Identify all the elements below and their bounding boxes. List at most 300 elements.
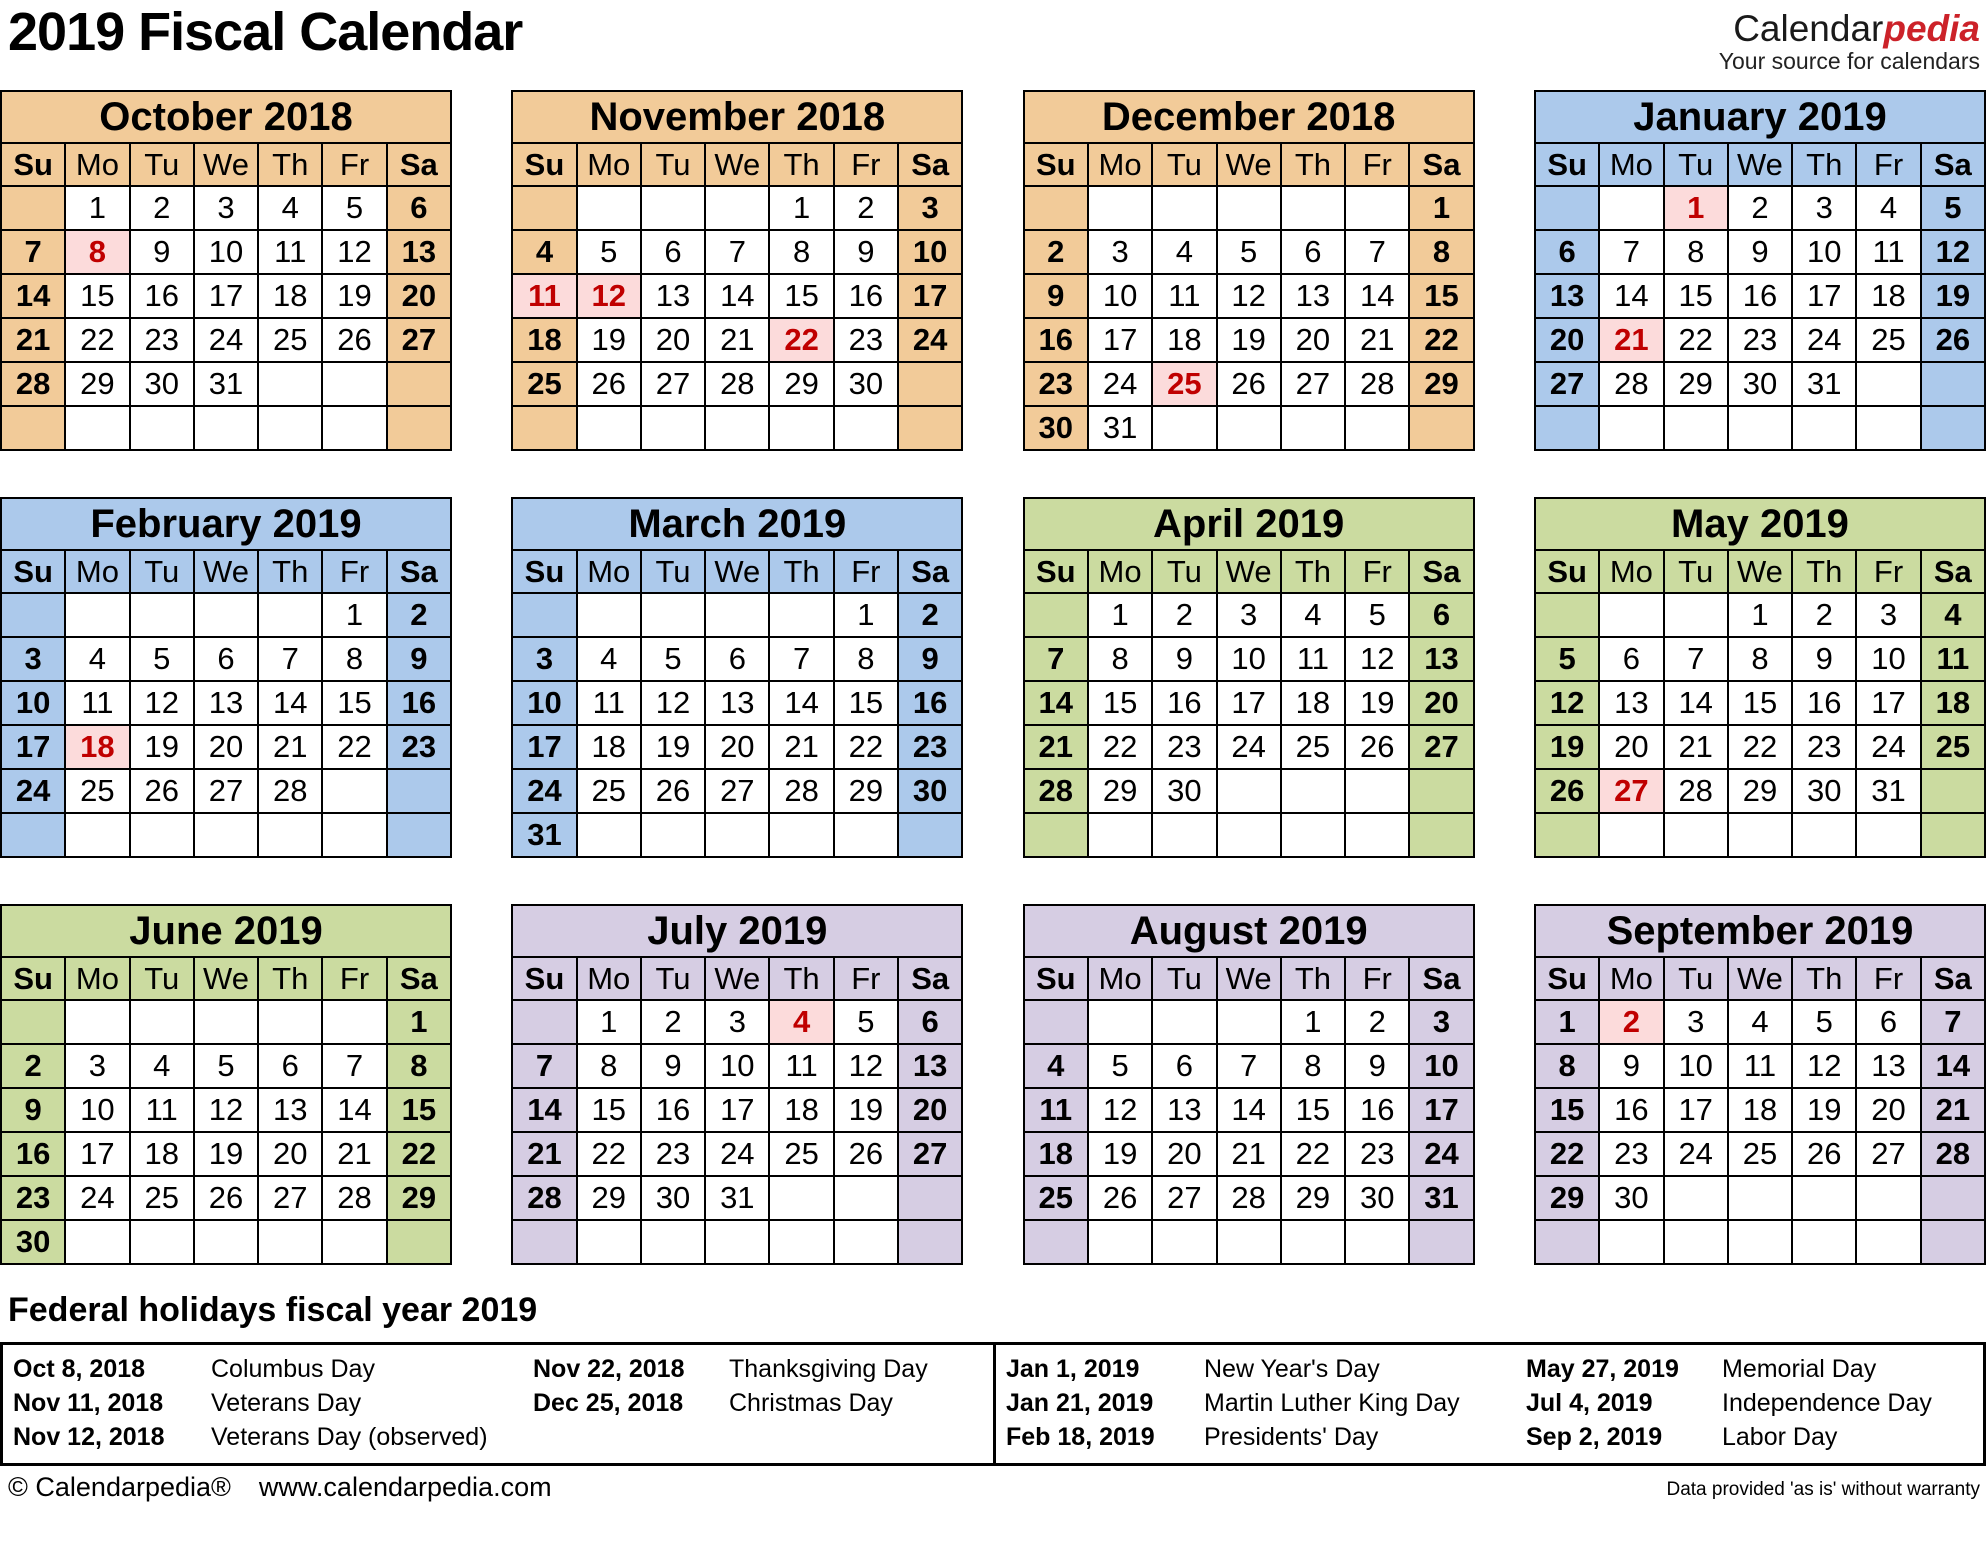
month-june-2019 bbox=[0, 904, 452, 1265]
week-row bbox=[1, 318, 451, 362]
day-cell: 22 bbox=[1664, 318, 1728, 362]
week-row bbox=[512, 593, 962, 637]
weekday-label: Fr bbox=[322, 550, 386, 593]
day-cell: 17 bbox=[898, 274, 962, 318]
weekday-label: Th bbox=[258, 957, 322, 1000]
day-cell: 5 bbox=[1088, 1044, 1152, 1088]
day-cell bbox=[512, 1220, 576, 1264]
day-cell: 7 bbox=[322, 1044, 386, 1088]
weekday-label: Fr bbox=[1856, 550, 1920, 593]
day-cell: 12 bbox=[1345, 637, 1409, 681]
day-cell: 6 bbox=[1281, 230, 1345, 274]
day-cell bbox=[769, 1220, 833, 1264]
day-cell: 1 bbox=[387, 1000, 451, 1044]
day-cell: 28 bbox=[1024, 769, 1088, 813]
week-row bbox=[1535, 274, 1985, 318]
day-cell: 18 bbox=[258, 274, 322, 318]
day-cell: 21 bbox=[1664, 725, 1728, 769]
day-cell: 5 bbox=[1792, 1000, 1856, 1044]
holiday-day-cell: 18 bbox=[65, 725, 129, 769]
holiday-day-cell: 25 bbox=[1152, 362, 1216, 406]
day-cell: 20 bbox=[1281, 318, 1345, 362]
day-cell: 4 bbox=[1856, 186, 1920, 230]
day-cell bbox=[194, 813, 258, 857]
holiday-day-cell: 4 bbox=[769, 1000, 833, 1044]
month-title: April 2019 bbox=[1024, 498, 1474, 550]
day-cell: 14 bbox=[1345, 274, 1409, 318]
day-cell bbox=[1217, 1000, 1281, 1044]
week-row bbox=[1, 637, 451, 681]
day-cell: 30 bbox=[1024, 406, 1088, 450]
day-cell bbox=[1664, 1176, 1728, 1220]
weekday-label: Fr bbox=[322, 143, 386, 186]
holiday-day-cell: 27 bbox=[1599, 769, 1663, 813]
day-cell bbox=[1088, 1220, 1152, 1264]
week-row bbox=[512, 1088, 962, 1132]
month-title-row bbox=[1, 498, 451, 550]
day-cell bbox=[705, 186, 769, 230]
day-cell bbox=[258, 1220, 322, 1264]
day-cell bbox=[1728, 406, 1792, 450]
day-cell bbox=[512, 406, 576, 450]
day-cell: 4 bbox=[258, 186, 322, 230]
week-row bbox=[512, 769, 962, 813]
week-row bbox=[1535, 186, 1985, 230]
holiday-date: Jan 21, 2019 bbox=[1006, 1389, 1154, 1417]
day-cell: 18 bbox=[512, 318, 576, 362]
day-cell: 8 bbox=[1728, 637, 1792, 681]
day-cell: 25 bbox=[65, 769, 129, 813]
day-cell: 30 bbox=[1152, 769, 1216, 813]
day-cell: 24 bbox=[1664, 1132, 1728, 1176]
weekday-label: Fr bbox=[1856, 143, 1920, 186]
holiday-legend-half bbox=[993, 1345, 1983, 1463]
week-row bbox=[512, 637, 962, 681]
day-cell: 23 bbox=[641, 1132, 705, 1176]
day-cell: 4 bbox=[1728, 1000, 1792, 1044]
day-cell: 6 bbox=[705, 637, 769, 681]
day-cell bbox=[1599, 406, 1663, 450]
day-cell: 20 bbox=[1152, 1132, 1216, 1176]
weekday-label: Tu bbox=[1152, 957, 1216, 1000]
day-cell bbox=[1152, 813, 1216, 857]
day-cell: 4 bbox=[65, 637, 129, 681]
day-cell: 21 bbox=[769, 725, 833, 769]
months-grid bbox=[0, 90, 1986, 1265]
day-cell: 24 bbox=[898, 318, 962, 362]
week-row bbox=[512, 725, 962, 769]
day-cell: 17 bbox=[1792, 274, 1856, 318]
day-cell: 16 bbox=[1728, 274, 1792, 318]
week-row bbox=[1024, 362, 1474, 406]
day-cell: 17 bbox=[1088, 318, 1152, 362]
day-cell bbox=[512, 593, 576, 637]
day-cell: 27 bbox=[1152, 1176, 1216, 1220]
day-cell: 10 bbox=[1664, 1044, 1728, 1088]
day-cell bbox=[1599, 1220, 1663, 1264]
day-cell: 7 bbox=[1, 230, 65, 274]
day-cell: 12 bbox=[1217, 274, 1281, 318]
day-cell: 15 bbox=[322, 681, 386, 725]
day-cell: 25 bbox=[577, 769, 641, 813]
day-cell bbox=[1856, 1176, 1920, 1220]
weekday-label: Su bbox=[1, 957, 65, 1000]
month-title: July 2019 bbox=[512, 905, 962, 957]
weekday-label: Su bbox=[1, 550, 65, 593]
week-row bbox=[1535, 593, 1985, 637]
day-cell: 19 bbox=[1921, 274, 1985, 318]
day-cell: 5 bbox=[322, 186, 386, 230]
day-cell bbox=[1281, 406, 1345, 450]
day-cell: 2 bbox=[1152, 593, 1216, 637]
day-cell: 29 bbox=[1535, 1176, 1599, 1220]
day-cell: 23 bbox=[834, 318, 898, 362]
holiday-legend-box bbox=[0, 1342, 1986, 1466]
day-cell: 11 bbox=[65, 681, 129, 725]
logo-text-pedia: pedia bbox=[1883, 8, 1980, 49]
day-cell: 23 bbox=[1024, 362, 1088, 406]
day-cell: 20 bbox=[387, 274, 451, 318]
holiday-date: Oct 8, 2018 bbox=[13, 1355, 146, 1383]
day-cell: 31 bbox=[1088, 406, 1152, 450]
week-row bbox=[1535, 1088, 1985, 1132]
day-cell bbox=[194, 593, 258, 637]
day-cell: 8 bbox=[1535, 1044, 1599, 1088]
day-cell: 28 bbox=[1345, 362, 1409, 406]
day-cell bbox=[258, 1000, 322, 1044]
day-cell: 16 bbox=[1, 1132, 65, 1176]
day-cell: 23 bbox=[1345, 1132, 1409, 1176]
weekday-label: Th bbox=[1281, 143, 1345, 186]
weekday-label: Mo bbox=[65, 143, 129, 186]
weekday-label: Mo bbox=[65, 550, 129, 593]
day-cell: 2 bbox=[834, 186, 898, 230]
week-row bbox=[1535, 1044, 1985, 1088]
day-cell: 12 bbox=[194, 1088, 258, 1132]
day-cell: 28 bbox=[1, 362, 65, 406]
day-cell: 15 bbox=[387, 1088, 451, 1132]
day-cell: 18 bbox=[769, 1088, 833, 1132]
logo bbox=[1719, 2, 1980, 74]
day-cell: 24 bbox=[1217, 725, 1281, 769]
day-cell: 2 bbox=[1024, 230, 1088, 274]
day-cell: 17 bbox=[1, 725, 65, 769]
holiday-date: Sep 2, 2019 bbox=[1526, 1423, 1663, 1451]
day-cell: 27 bbox=[1409, 725, 1473, 769]
day-cell: 14 bbox=[1599, 274, 1663, 318]
day-cell bbox=[898, 406, 962, 450]
day-cell: 4 bbox=[1024, 1044, 1088, 1088]
week-row bbox=[1024, 681, 1474, 725]
day-cell: 5 bbox=[1535, 637, 1599, 681]
day-cell: 5 bbox=[1921, 186, 1985, 230]
day-cell: 29 bbox=[1088, 769, 1152, 813]
day-cell bbox=[512, 186, 576, 230]
day-cell: 25 bbox=[1856, 318, 1920, 362]
day-cell: 14 bbox=[1664, 681, 1728, 725]
weekday-label: Tu bbox=[130, 550, 194, 593]
holiday-day-cell: 1 bbox=[1664, 186, 1728, 230]
month-title-row bbox=[512, 905, 962, 957]
day-cell bbox=[387, 362, 451, 406]
day-cell: 17 bbox=[705, 1088, 769, 1132]
day-cell bbox=[258, 362, 322, 406]
day-cell: 30 bbox=[1792, 769, 1856, 813]
month-january-2019 bbox=[1534, 90, 1986, 451]
week-row bbox=[1535, 362, 1985, 406]
weekday-label: Tu bbox=[1664, 550, 1728, 593]
day-cell: 18 bbox=[1921, 681, 1985, 725]
day-cell: 17 bbox=[512, 725, 576, 769]
day-cell: 25 bbox=[1281, 725, 1345, 769]
weekday-label: Th bbox=[1281, 550, 1345, 593]
day-cell: 31 bbox=[705, 1176, 769, 1220]
day-cell: 25 bbox=[1728, 1132, 1792, 1176]
day-cell bbox=[1152, 1000, 1216, 1044]
day-cell: 22 bbox=[387, 1132, 451, 1176]
month-august-2019 bbox=[1023, 904, 1475, 1265]
weekday-label: Sa bbox=[387, 550, 451, 593]
day-cell: 7 bbox=[258, 637, 322, 681]
day-cell bbox=[769, 593, 833, 637]
day-cell bbox=[1281, 813, 1345, 857]
day-cell: 22 bbox=[65, 318, 129, 362]
day-cell: 21 bbox=[512, 1132, 576, 1176]
day-cell: 8 bbox=[1664, 230, 1728, 274]
day-cell: 12 bbox=[641, 681, 705, 725]
month-title-row bbox=[1535, 91, 1985, 143]
week-row bbox=[512, 681, 962, 725]
week-row bbox=[1024, 186, 1474, 230]
day-cell bbox=[1, 186, 65, 230]
week-row bbox=[512, 1176, 962, 1220]
holiday-day-cell: 22 bbox=[769, 318, 833, 362]
weekday-label: Sa bbox=[1921, 550, 1985, 593]
day-cell: 16 bbox=[1152, 681, 1216, 725]
day-cell: 30 bbox=[130, 362, 194, 406]
week-row bbox=[1, 1088, 451, 1132]
day-cell: 9 bbox=[1728, 230, 1792, 274]
weekday-label: Sa bbox=[898, 957, 962, 1000]
day-cell: 2 bbox=[1, 1044, 65, 1088]
day-cell: 8 bbox=[834, 637, 898, 681]
day-cell bbox=[898, 813, 962, 857]
day-cell bbox=[1921, 362, 1985, 406]
day-cell bbox=[322, 813, 386, 857]
day-cell bbox=[1, 593, 65, 637]
day-cell: 27 bbox=[1856, 1132, 1920, 1176]
day-cell: 29 bbox=[1728, 769, 1792, 813]
day-cell bbox=[1345, 769, 1409, 813]
day-cell bbox=[641, 593, 705, 637]
day-cell: 19 bbox=[1792, 1088, 1856, 1132]
holiday-date: Nov 12, 2018 bbox=[13, 1423, 165, 1451]
day-cell bbox=[258, 406, 322, 450]
day-cell: 27 bbox=[194, 769, 258, 813]
week-row bbox=[1024, 274, 1474, 318]
day-cell: 18 bbox=[1856, 274, 1920, 318]
day-cell: 6 bbox=[1409, 593, 1473, 637]
day-cell: 9 bbox=[1152, 637, 1216, 681]
day-cell bbox=[1728, 1176, 1792, 1220]
day-cell: 21 bbox=[1, 318, 65, 362]
weekday-label: Tu bbox=[130, 957, 194, 1000]
weekday-label: Tu bbox=[641, 143, 705, 186]
day-cell: 29 bbox=[1409, 362, 1473, 406]
day-cell: 21 bbox=[1345, 318, 1409, 362]
holiday-day-cell: 21 bbox=[1599, 318, 1663, 362]
day-cell: 25 bbox=[769, 1132, 833, 1176]
week-row bbox=[1, 1000, 451, 1044]
holiday-row bbox=[996, 1352, 1983, 1386]
day-cell: 14 bbox=[1, 274, 65, 318]
week-row bbox=[1024, 1132, 1474, 1176]
day-cell: 21 bbox=[1024, 725, 1088, 769]
day-cell bbox=[705, 1220, 769, 1264]
day-cell: 22 bbox=[1281, 1132, 1345, 1176]
day-cell: 16 bbox=[898, 681, 962, 725]
day-cell bbox=[1599, 593, 1663, 637]
day-cell: 17 bbox=[1664, 1088, 1728, 1132]
logo-wordmark bbox=[1719, 10, 1980, 48]
weekday-label: We bbox=[194, 957, 258, 1000]
week-row bbox=[1024, 406, 1474, 450]
day-cell: 24 bbox=[1088, 362, 1152, 406]
week-row bbox=[512, 1220, 962, 1264]
weekday-label: Sa bbox=[898, 550, 962, 593]
day-cell bbox=[1024, 813, 1088, 857]
day-cell: 3 bbox=[1088, 230, 1152, 274]
day-cell: 20 bbox=[258, 1132, 322, 1176]
week-row bbox=[1535, 769, 1985, 813]
weekday-label: Th bbox=[258, 550, 322, 593]
day-cell bbox=[1217, 186, 1281, 230]
day-cell: 17 bbox=[1217, 681, 1281, 725]
day-cell bbox=[898, 1220, 962, 1264]
day-cell: 9 bbox=[898, 637, 962, 681]
day-cell: 11 bbox=[130, 1088, 194, 1132]
day-cell: 14 bbox=[1921, 1044, 1985, 1088]
day-cell: 4 bbox=[130, 1044, 194, 1088]
day-cell: 10 bbox=[1088, 274, 1152, 318]
day-cell: 28 bbox=[1599, 362, 1663, 406]
day-cell bbox=[387, 1220, 451, 1264]
day-cell: 15 bbox=[834, 681, 898, 725]
day-cell: 8 bbox=[1409, 230, 1473, 274]
weekday-label: Sa bbox=[1409, 957, 1473, 1000]
day-cell: 3 bbox=[898, 186, 962, 230]
day-cell: 28 bbox=[322, 1176, 386, 1220]
weekday-label: Mo bbox=[1599, 550, 1663, 593]
day-cell: 6 bbox=[1152, 1044, 1216, 1088]
day-cell: 9 bbox=[387, 637, 451, 681]
holiday-name: Independence Day bbox=[1722, 1389, 1932, 1417]
day-cell: 9 bbox=[1792, 637, 1856, 681]
week-row bbox=[1024, 637, 1474, 681]
day-cell bbox=[1088, 813, 1152, 857]
day-cell: 11 bbox=[1024, 1088, 1088, 1132]
day-cell bbox=[577, 1220, 641, 1264]
week-row bbox=[1535, 1132, 1985, 1176]
weekday-label: Su bbox=[1, 143, 65, 186]
day-cell: 20 bbox=[1599, 725, 1663, 769]
day-cell bbox=[705, 813, 769, 857]
day-cell: 19 bbox=[1088, 1132, 1152, 1176]
day-cell: 16 bbox=[387, 681, 451, 725]
day-cell: 29 bbox=[577, 1176, 641, 1220]
day-cell: 28 bbox=[769, 769, 833, 813]
weekday-label: Su bbox=[512, 143, 576, 186]
holiday-date: Nov 22, 2018 bbox=[533, 1355, 685, 1383]
day-cell bbox=[1921, 1176, 1985, 1220]
day-cell: 21 bbox=[322, 1132, 386, 1176]
day-cell bbox=[130, 1220, 194, 1264]
day-cell: 27 bbox=[1281, 362, 1345, 406]
week-row bbox=[1535, 1220, 1985, 1264]
day-cell: 31 bbox=[1856, 769, 1920, 813]
day-cell: 9 bbox=[1599, 1044, 1663, 1088]
day-cell: 16 bbox=[1599, 1088, 1663, 1132]
day-cell bbox=[1792, 1176, 1856, 1220]
weekday-label: Th bbox=[1281, 957, 1345, 1000]
day-cell: 26 bbox=[1535, 769, 1599, 813]
day-cell bbox=[258, 813, 322, 857]
month-title: October 2018 bbox=[1, 91, 451, 143]
day-cell bbox=[1345, 1220, 1409, 1264]
day-cell: 22 bbox=[1409, 318, 1473, 362]
holiday-name: Memorial Day bbox=[1722, 1355, 1877, 1383]
day-cell: 19 bbox=[834, 1088, 898, 1132]
holiday-row bbox=[3, 1352, 993, 1386]
day-cell: 10 bbox=[194, 230, 258, 274]
weekday-label: Fr bbox=[322, 957, 386, 1000]
day-cell: 13 bbox=[1599, 681, 1663, 725]
day-cell bbox=[1409, 813, 1473, 857]
day-cell: 13 bbox=[194, 681, 258, 725]
day-cell: 30 bbox=[898, 769, 962, 813]
day-cell: 21 bbox=[705, 318, 769, 362]
day-cell bbox=[898, 1176, 962, 1220]
month-title: May 2019 bbox=[1535, 498, 1985, 550]
day-cell: 13 bbox=[1535, 274, 1599, 318]
week-row bbox=[1, 681, 451, 725]
day-cell: 13 bbox=[1281, 274, 1345, 318]
weekday-label: Su bbox=[1024, 957, 1088, 1000]
weekday-label: We bbox=[705, 550, 769, 593]
weekday-header-row bbox=[1535, 957, 1985, 1000]
week-row bbox=[1, 1220, 451, 1264]
day-cell: 16 bbox=[834, 274, 898, 318]
day-cell bbox=[577, 813, 641, 857]
weekday-header-row bbox=[1535, 143, 1985, 186]
day-cell bbox=[322, 1220, 386, 1264]
day-cell: 10 bbox=[65, 1088, 129, 1132]
week-row bbox=[1535, 725, 1985, 769]
day-cell: 1 bbox=[1728, 593, 1792, 637]
week-row bbox=[1535, 406, 1985, 450]
week-row bbox=[1535, 1000, 1985, 1044]
weekday-label: Th bbox=[769, 550, 833, 593]
day-cell bbox=[1921, 813, 1985, 857]
holiday-legend-half bbox=[3, 1345, 993, 1463]
month-october-2018 bbox=[0, 90, 452, 451]
day-cell: 19 bbox=[322, 274, 386, 318]
weekday-label: Th bbox=[1792, 550, 1856, 593]
day-cell: 27 bbox=[387, 318, 451, 362]
day-cell: 15 bbox=[1535, 1088, 1599, 1132]
website-url: www.calendarpedia.com bbox=[258, 1472, 552, 1502]
day-cell: 20 bbox=[1409, 681, 1473, 725]
